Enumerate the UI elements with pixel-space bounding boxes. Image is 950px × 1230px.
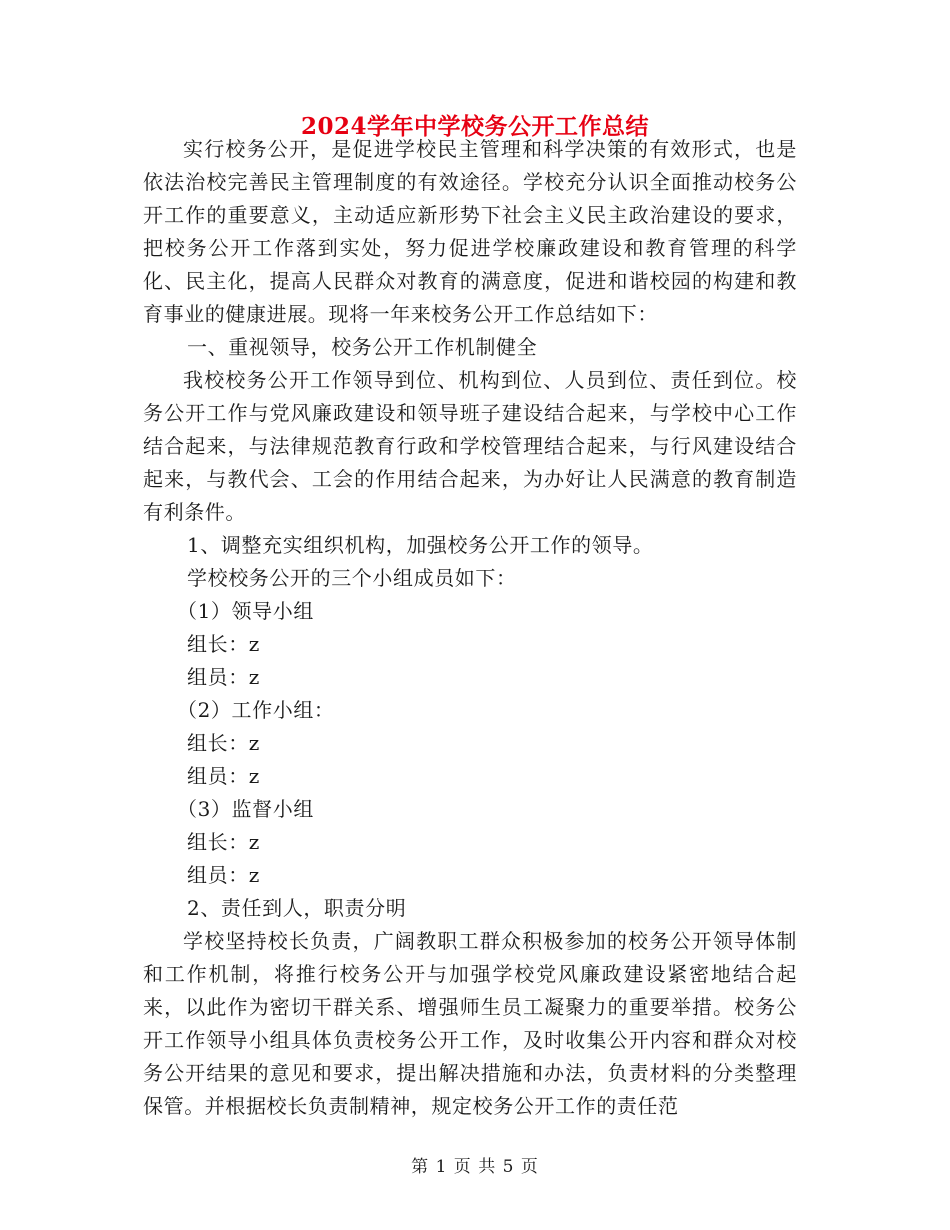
group-leader: 组长：z [187, 731, 260, 755]
document-body [143, 133, 797, 1123]
section-1-paragraph: 我校校务公开工作领导到位、机构到位、人员到位、责任到位。校务公开工作与党风廉政建设和领导班子建设结合起来，与学校中心工作结合起来，与法律规范教育行政和学校管理结合起来，与行风建设结合起来，与教代会、工会的作用结合起来，为办好让人民满意的教育制造有利条件。 [143, 368, 797, 524]
section-heading-1: 一、重视领导，校务公开工作机制健全 [187, 335, 538, 359]
item-heading-1: 1、调整充实组织机构，加强校务公开工作的领导。 [187, 533, 654, 557]
group-member: 组员：z [187, 764, 260, 788]
group-leader: 组长：z [187, 632, 260, 656]
document-title: 2024学年中学校务公开工作总结 [300, 113, 649, 140]
group-member: 组员：z [187, 863, 260, 887]
group-name-supervision: （3）监督小组 [177, 797, 314, 821]
item-2-paragraph: 学校坚持校长负责，广阔教职工群众积极参加的校务公开领导体制和工作机制，将推行校务公开与加强学校党风廉政建设紧密地结合起来，以此作为密切干群关系、增强师生员工凝聚力的重要举措。校务公开工作领导小组具体负责校务公开工作，及时收集公开内容和群众对校务公开结果的意见和要求，提出解决措施和办法，负责材料的分类整理保管。并根据校长负责制精神，规定校务公开工作的责任范 [143, 929, 797, 1118]
page-number-footer: 第 1 页 共 5 页 [411, 1157, 539, 1177]
intro-paragraph: 实行校务公开，是促进学校民主管理和科学决策的有效形式，也是依法治校完善民主管理制度的有效途径。学校充分认识全面推动校务公开工作的重要意义，主动适应新形势下社会主义民主政治建设的要求，把校务公开工作落到实处，努力促进学校廉政建设和教育管理的科学化、民主化，提高人民群众对教育的满意度，促进和谐校园的构建和教育事业的健康进展。现将一年来校务公开工作总结如下： [143, 137, 797, 326]
group-member: 组员：z [187, 665, 260, 689]
item-heading-2: 2、责任到人，职责分明 [187, 896, 407, 920]
group-leader: 组长：z [187, 830, 260, 854]
group-name-leadership: （1）领导小组 [177, 599, 314, 623]
group-name-working: （2）工作小组： [177, 698, 335, 722]
groups-intro: 学校校务公开的三个小组成员如下： [187, 566, 517, 590]
